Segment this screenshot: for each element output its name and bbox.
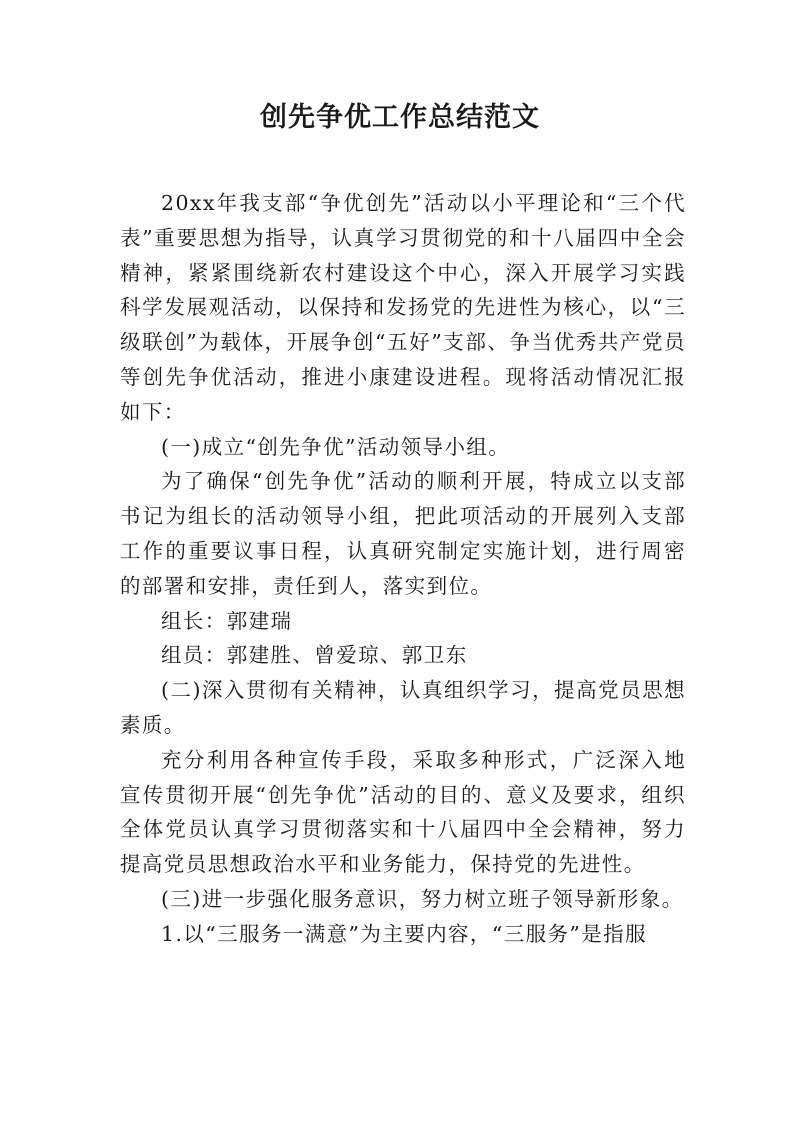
paragraph-section-1: 为了确保“创先争优”活动的顺利开展，特成立以支部书记为组长的活动领导小组，把此项活动的开展列入支部工作的重要议事日程，认真研究制定实施计划，进行周密的部署和安排，责任到人，落实到位。 [120,469,686,598]
section-heading-1: (一)成立“创先争优”活动领导小组。 [161,434,511,459]
section-heading-2: (二)深入贯彻有关精神，认真组织学习，提高党员思想素质。 [120,678,686,737]
group-leader-line: 组长：郭建瑞 [161,608,293,633]
paragraph-section-3-item-1: 1.以“三服务一满意”为主要内容，“三服务”是指服 [161,921,647,946]
document-title: 创先争优工作总结范文 [260,102,540,133]
section-heading-3: (三)进一步强化服务意识，努力树立班子领导新形象。 [161,886,684,911]
group-members-line: 组员：郭建胜、曾爱琼、郭卫东 [161,643,468,668]
paragraph-intro: 20xx年我支部“争优创先”活动以小平理论和“三个代表”重要思想为指导，认真学习贯彻党的和十八届四中全会精神，紧紧围绕新农村建设这个中心，深入开展学习实践科学发展观活动，以保持和发扬党的先进性为核心，以“三级联创”为载体，开展争创“五好”支部、争当优秀共产党员等创先争优活动，推进小康建设进程。现将活动情况汇报如下： [120,191,686,424]
document-body [120,186,686,952]
paragraph-section-2: 充分利用各种宣传手段，采取多种形式，广泛深入地宣传贯彻开展“创先争优”活动的目的、意义及要求，组织全体党员认真学习贯彻落实和十八届四中全会精神，努力提高党员思想政治水平和业务能力，保持党的先进性。 [120,747,686,877]
